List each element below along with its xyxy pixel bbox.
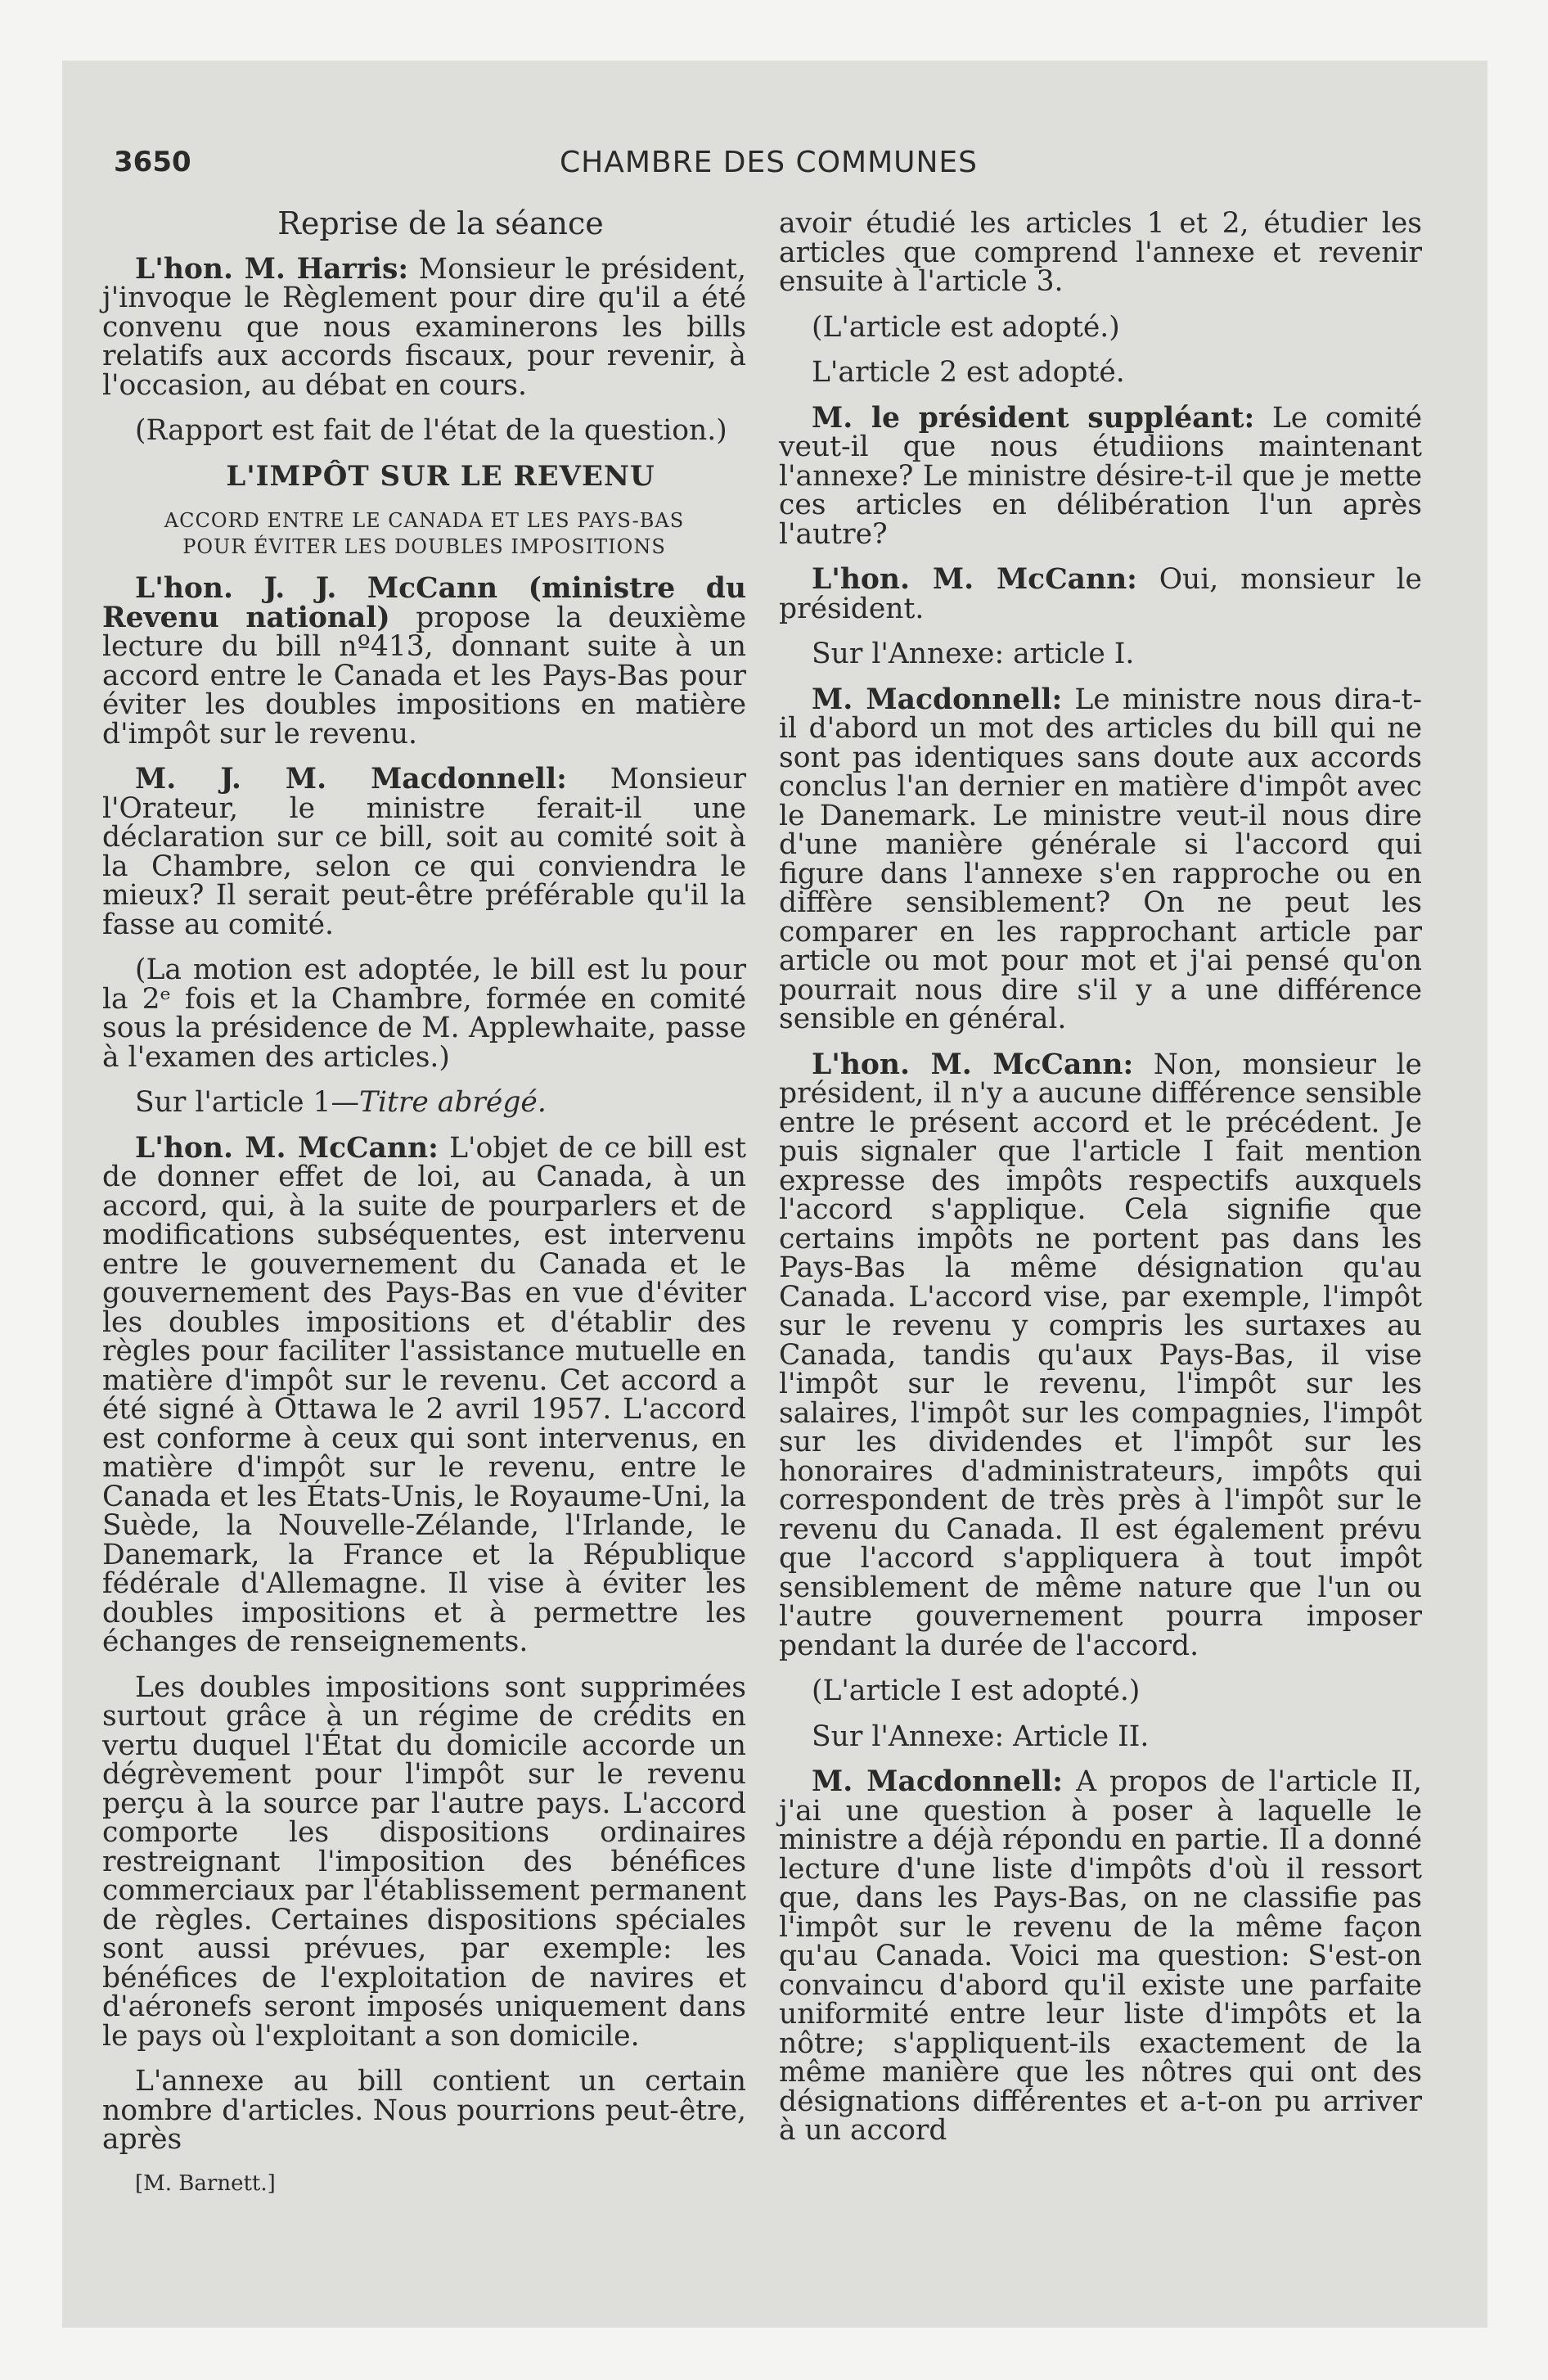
- speaker-name: M. le président suppléant:: [812, 401, 1255, 435]
- paragraph: [102, 1131, 746, 1658]
- sub-heading: [102, 507, 746, 560]
- paragraph: [102, 1086, 746, 1119]
- running-head: CHAMBRE DES COMMUNES: [560, 146, 979, 179]
- paragraph: [779, 683, 1422, 1035]
- paragraph-text: Oui, monsieur le président.: [779, 563, 1422, 625]
- paragraph: [779, 1048, 1422, 1662]
- paragraph: (La motion est adoptée, le bill est lu pour la 2ᵉ fois et la Chambre, formée en comité sous la présidence de M. Applewhaite, passe à l'examen des articles.): [102, 953, 746, 1074]
- left-column: [102, 205, 746, 2212]
- speaker-name: L'hon. J. J. McCann (ministre du Revenu national): [102, 572, 746, 634]
- paragraph: [779, 563, 1422, 625]
- paragraph: L'article 2 est adopté.: [812, 356, 1125, 389]
- section-heading: Reprise de la séance: [277, 205, 604, 241]
- speaker-name: M. J. M. Macdonnell:: [135, 763, 567, 796]
- paragraph: Sur l'Annexe: article I.: [812, 638, 1135, 670]
- paragraph: [779, 1765, 1422, 2147]
- speaker-name: L'hon. M. McCann:: [812, 563, 1137, 596]
- paragraph: Les doubles impositions sont supprimées surtout grâce à un régime de crédits en vertu duquel l'État du domicile accorde un dégrèvement pour l'impôt sur le revenu perçu à la source par l'autre pays. L'accord comporte les dispositions ordinaires restreignant l'imposition des bénéfices commerciaux par l'établissement permanent de règles. Certaines dispositions spéciales sont aussi prévues, par exemple: les bénéfices de l'exploitation de navires et d'aéronefs seront imposés uniquement dans le pays où l'exploitant a son domicile.: [102, 1670, 746, 2053]
- page-header: [114, 146, 1423, 195]
- paragraph-text: L'objet de ce bill est de donner effet de loi, au Canada, à un accord, qui, à la suite de pourparlers et de modifications subséquentes, est intervenu entre le gouvernement du Canada et le gouvernement des Pays-Bas en vue d'éviter les doubles impositions et d'établir des règles pour faciliter l'assistance mutuelle en matière d'impôt sur le revenu. Cet accord a été signé à Ottawa le 2 avril 1957. L'accord est conforme à ceux qui sont intervenus, en matière d'impôt sur le revenu, entre le Canada et les États-Unis, le Royaume-Uni, la Suède, la Nouvelle-Zélande, l'Irlande, le Danemark, la France et la République fédérale d'Allemagne. Il vise à éviter les doubles impositions et à permettre les échanges de renseignements.: [102, 1131, 746, 1658]
- right-column: [779, 207, 1422, 2162]
- paragraph: L'annexe au bill contient un certain nombre d'articles. Nous pourrions peut-être, après: [102, 2065, 746, 2156]
- paragraph: (Rapport est fait de l'état de la question.): [135, 414, 727, 447]
- speaker-name: L'hon. M. McCann:: [812, 1048, 1134, 1081]
- speaker-name: M. Macdonnell:: [812, 683, 1063, 716]
- paragraph: [102, 252, 746, 402]
- italic-title: Titre abrégé.: [358, 1086, 547, 1119]
- paragraph-text: A propos de l'article II, j'ai une question à poser à laquelle le ministre a déjà répondu en partie. Il a donné lecture d'une liste d'impôts d'où il ressort que, dans les Pays-Bas, on ne classifie pas l'impôt sur le revenu de la même façon qu'au Canada. Voici ma question: S'est-on convaincu d'abord qu'il existe une parfaite uniformité entre leur liste d'impôts et la nôtre; s'appliquent-ils exactement de la même manière que les nôtres qui ont des désignations différentes et a-t-on pu arriver à un accord: [779, 1765, 1422, 2147]
- paragraph: avoir étudié les articles 1 et 2, étudier les articles que comprend l'annexe et revenir ensuite à l'article 3.: [779, 207, 1422, 298]
- sub-heading-line: POUR ÉVITER LES DOUBLES IMPOSITIONS: [182, 535, 666, 558]
- paragraph-text: Monsieur l'Orateur, le ministre ferait-il une déclaration sur ce bill, soit au comité soit à la Chambre, selon ce qui conviendra le mieux? Il serait peut-être préférable qu'il la fasse au comité.: [102, 763, 746, 941]
- paragraph-text: Le comité veut-il que nous étudiions maintenant l'annexe? Le ministre désire-t-il que je mette ces articles en délibération l'un après l'autre?: [779, 401, 1422, 551]
- paragraph: Sur l'Annexe: Article II.: [812, 1720, 1150, 1753]
- footer-note: [M. Barnett.]: [135, 2170, 276, 2196]
- paragraph-text: Sur l'article 1—: [135, 1086, 359, 1119]
- paragraph: (L'article I est adopté.): [812, 1675, 1141, 1707]
- page-number: 3650: [114, 146, 191, 178]
- paragraph: [102, 765, 746, 940]
- paragraph: [102, 572, 746, 751]
- paragraph-text: Le ministre nous dira-t-il d'abord un mot des articles du bill qui ne sont pas identiques sans doute aux accords conclus l'an dernier en matière d'impôt avec le Danemark. Le ministre veut-il nous dire d'une manière générale si l'accord qui figure dans l'annexe s'en rapproche ou en diffère sensiblement? On ne peut les comparer en les rapprochant article par article ou mot pour mot et j'ai pensé qu'on pourrait nous dire s'il y a une différence sensible en général.: [779, 683, 1422, 1035]
- sub-heading-line: ACCORD ENTRE LE CANADA ET LES PAYS-BAS: [164, 509, 685, 532]
- paragraph: (L'article est adopté.): [812, 310, 1120, 344]
- paragraph-text: Non, monsieur le président, il n'y a aucune différence sensible entre le présent accord et le précédent. Je puis signaler que l'article I fait mention expresse des impôts respectifs auxquels l'accord s'applique. Cela signifie que certains impôts ne portent pas dans les Pays-Bas la même désignation qu'au Canada. L'accord vise, par exemple, l'impôt sur le revenu y compris les surtaxes au Canada, tandis qu'aux Pays-Bas, il vise l'impôt sur le revenu, l'impôt sur les salaires, l'impôt sur les compagnies, l'impôt sur les dividendes et l'impôt sur les honoraires d'administrateurs, impôts qui correspondent de très près à l'impôt sur le revenu du Canada. Il est également prévu que l'accord s'appliquera à tout impôt sensiblement de même nature que l'un ou l'autre gouvernement pourra imposer pendant la durée de l'accord.: [779, 1048, 1422, 1662]
- main-heading: L'IMPÔT SUR LE REVENU: [226, 459, 655, 493]
- speaker-name: M. Macdonnell:: [812, 1765, 1064, 1798]
- speaker-name: L'hon. M. McCann:: [135, 1131, 439, 1165]
- speaker-name: L'hon. M. Harris:: [135, 252, 409, 286]
- paragraph-text: Monsieur le président, j'invoque le Règlement pour dire qu'il a été convenu que nous examinerons les bills relatifs aux accords fiscaux, pour revenir, à l'occasion, au débat en cours.: [102, 252, 746, 402]
- paragraph: [779, 401, 1422, 551]
- paragraph-text: propose la deuxième lecture du bill nº413, donnant suite à un accord entre le Canada et les Pays-Bas pour éviter les doubles impositions en matière d'impôt sur le revenu.: [102, 601, 746, 751]
